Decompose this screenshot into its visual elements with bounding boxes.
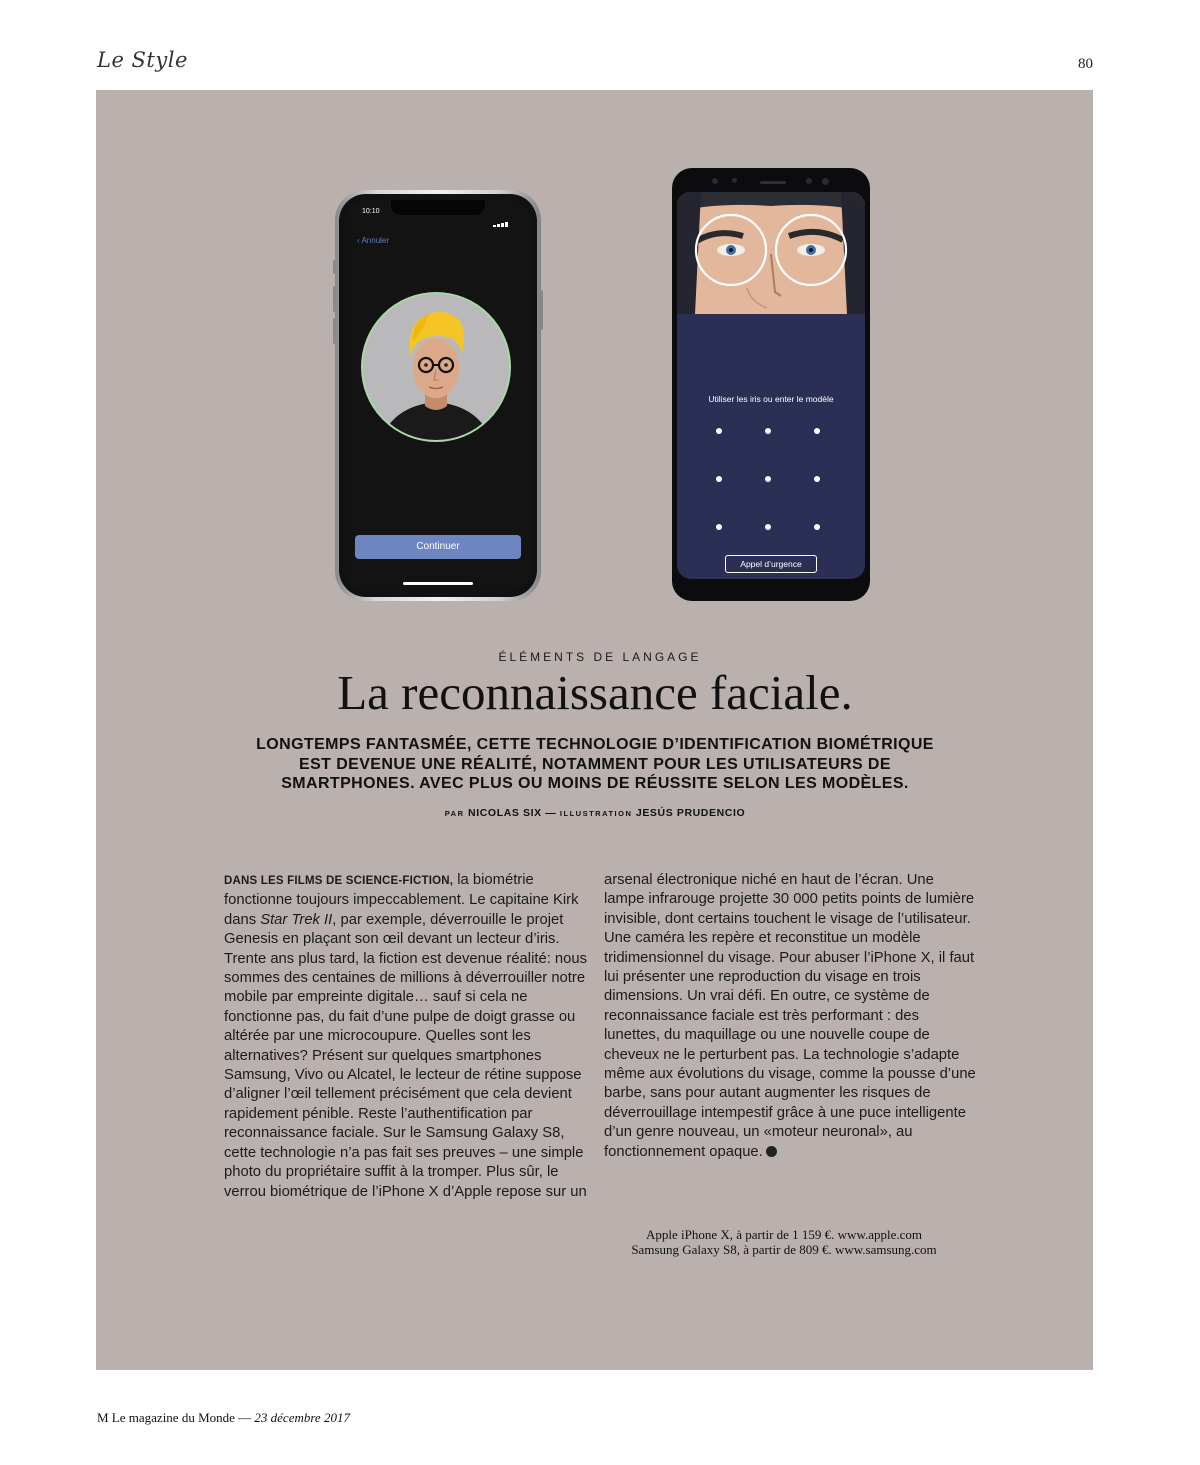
galaxy-iris-camera-icon bbox=[822, 178, 829, 185]
page-footer bbox=[97, 1410, 350, 1426]
pattern-dot[interactable] bbox=[716, 524, 722, 530]
galaxy-screen bbox=[677, 192, 865, 579]
issue-date: 23 décembre 2017 bbox=[254, 1410, 350, 1425]
galaxy-sensor-icon bbox=[712, 178, 718, 184]
galaxy-s8-illustration bbox=[672, 168, 870, 601]
lead-in: DANS LES FILMS DE SCIENCE-FICTION, bbox=[224, 875, 454, 887]
iris-scan-eyes bbox=[677, 192, 865, 314]
unlock-prompt: Utiliser les iris ou enter le modèle bbox=[708, 394, 834, 404]
back-link[interactable] bbox=[357, 236, 389, 245]
galaxy-front-camera-icon bbox=[806, 178, 812, 184]
author-name: NICOLAS SIX bbox=[468, 807, 542, 819]
home-indicator bbox=[403, 582, 473, 585]
body-column-2 bbox=[604, 871, 976, 1162]
byline-prefix: PAR bbox=[444, 809, 465, 818]
body-text: , par exemple, déverrouille le projet Genesis en plaçant son œil devant un lecteur d’iris. Trente ans plus tard, la fiction est devenue réalité: nous sommes des centaines de millions à déverrouiller notre mobile par empreinte digitale… sauf si cela ne fonctionne pas, du fait d’une pulpe de doigt grasse ou altérée par une microcoupure. Quelles sont les alternatives? Présent sur quelques smartphones Samsung, Vivo ou Alcatel, le lecteur de rétine suppose d’aligner l’œil tellement précisément que cela devient rapidement pénible. Reste l’authentification par reconnaissance faciale. Sur le Samsung Galaxy S8, cette technologie n’a pas fait ses preuves – une simple photo du propriétaire suffit à la tromper. Plus sûr, le verrou biométrique de l’iPhone X d’Apple repose sur un bbox=[224, 911, 588, 1200]
iphone-x-illustration bbox=[335, 190, 541, 601]
emergency-call-button[interactable]: Appel d’urgence bbox=[725, 555, 817, 573]
lede-line: EST DEVENUE UNE RÉALITÉ, NOTAMMENT POUR LES UTILISATEURS DE bbox=[299, 755, 891, 773]
price-line: Samsung Galaxy S8, à partir de 809 €. www.samsung.com bbox=[631, 1241, 937, 1257]
byline-separator: — bbox=[545, 807, 557, 819]
back-label: Annuler bbox=[361, 236, 390, 245]
pattern-dot[interactable] bbox=[716, 428, 722, 434]
illustration-prefix: ILLUSTRATION bbox=[559, 809, 633, 818]
section-rubric: Le Style bbox=[97, 48, 188, 72]
lede-line: SMARTPHONES. AVEC PLUS OU MOINS DE RÉUSSITE SELON LES MODÈLES. bbox=[281, 775, 909, 792]
body-text: arsenal électronique niché en haut de l’écran. Une lampe infrarouge projette 30 000 petits points de lumière invisible, dont certains touchent le visage de l’utilisateur. Une caméra les repère et reconstitue un modèle tridimensionnel du visage. Pour abuser l’iPhone X, il faut lui présenter une reproduction du visage en trois dimensions. Un vrai défi. En outre, ce système de reconnaissance faciale est très performant : des lunettes, du maquillage ou une nouvelle coupe de cheveux ne le perturbent pas. La technologie s’adapte même aux évolutions du visage, comme la pousse d’une barbe, sans pour autant augmenter les risques de déverrouillage intempestif grâce à une puce intelligente d’un genre nouveau, un «moteur neuronal», au fonctionnement opaque. bbox=[604, 872, 976, 1160]
price-line: Apple iPhone X, à partir de 1 159 €. www.apple.com bbox=[645, 1227, 923, 1242]
chevron-left-icon: ‹ bbox=[357, 236, 362, 245]
galaxy-speaker bbox=[760, 181, 786, 184]
face-scan-ring bbox=[361, 292, 511, 442]
pattern-dot[interactable] bbox=[814, 476, 820, 482]
iphone-power-button bbox=[541, 290, 543, 330]
price-info bbox=[604, 1228, 964, 1257]
iphone-screen bbox=[345, 200, 531, 591]
article-kicker: ÉLÉMENTS DE LANGAGE bbox=[498, 650, 702, 664]
pattern-dot[interactable] bbox=[814, 524, 820, 530]
lede-line: LONGTEMPS FANTASMÉE, CETTE TECHNOLOGIE D’IDENTIFICATION BIOMÉTRIQUE bbox=[256, 736, 934, 753]
page-number: 80 bbox=[1078, 56, 1093, 72]
status-icons bbox=[493, 209, 517, 215]
pattern-dot[interactable] bbox=[814, 428, 820, 434]
body-text: la biométrie fonctionne toujours impeccablement. Le capitaine Kirk dans bbox=[224, 872, 579, 928]
pattern-dot[interactable] bbox=[765, 524, 771, 530]
status-time: 10:10 bbox=[362, 208, 380, 215]
continue-button[interactable]: Continuer bbox=[355, 535, 521, 559]
pattern-dot[interactable] bbox=[716, 476, 722, 482]
pattern-dot[interactable] bbox=[765, 476, 771, 482]
byline bbox=[0, 807, 1190, 819]
galaxy-sensor-icon bbox=[732, 178, 737, 183]
publication-name: M Le magazine du Monde — bbox=[97, 1410, 252, 1425]
iris-scan-face bbox=[677, 192, 865, 314]
article-lede bbox=[227, 735, 963, 794]
film-title: Star Trek II bbox=[260, 911, 333, 928]
illustrator-name: JESÚS PRUDENCIO bbox=[635, 807, 746, 819]
article-title: La reconnaissance faciale. bbox=[337, 665, 853, 720]
iphone-notch bbox=[391, 200, 485, 215]
portrait-avatar bbox=[363, 294, 509, 440]
pattern-dot[interactable] bbox=[765, 428, 771, 434]
body-column-1 bbox=[224, 871, 596, 1202]
end-mark-icon bbox=[766, 1146, 777, 1157]
